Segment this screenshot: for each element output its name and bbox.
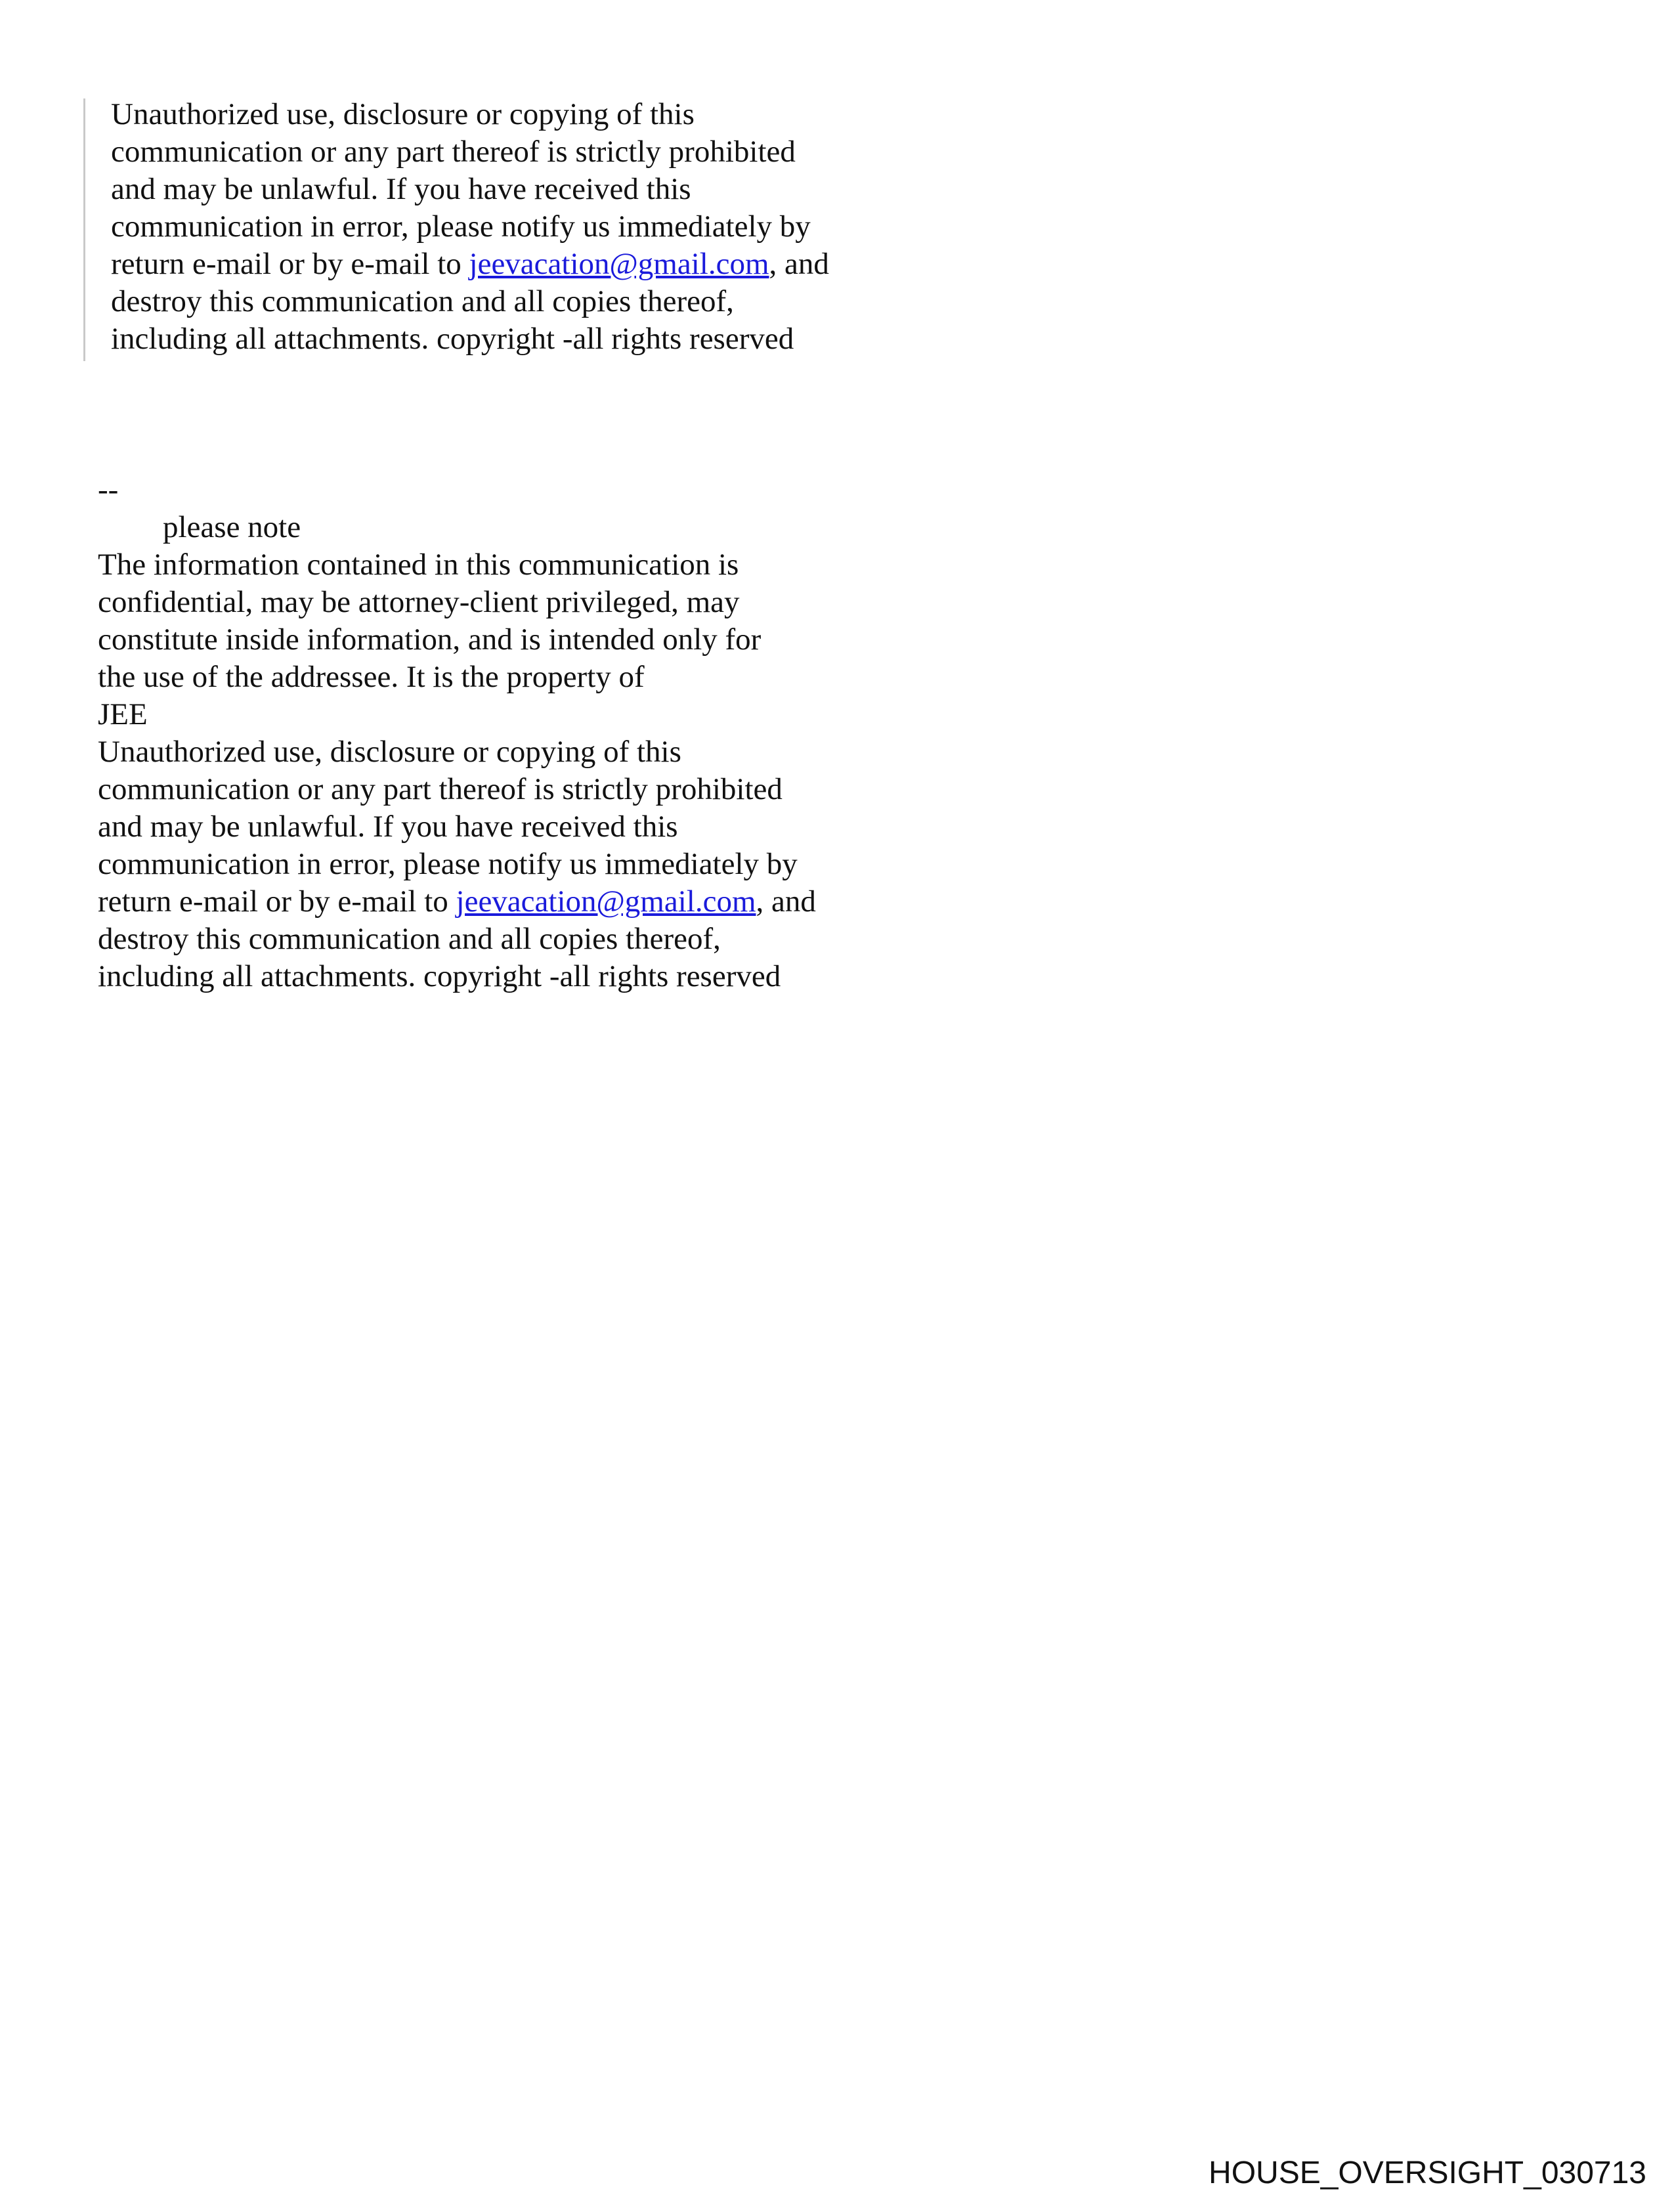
quoted-line-7: including all attachments. copyright -all rights reserved: [111, 322, 794, 356]
quote-bar: [83, 98, 85, 361]
signature-email-link[interactable]: jeevacation@gmail.com: [456, 884, 756, 919]
quoted-line-5: [111, 246, 829, 283]
signature-note: please note: [163, 510, 301, 544]
signature-email-line: [98, 883, 816, 921]
quoted-line-6: destroy this communication and all copies thereof,: [111, 284, 734, 318]
signature-line-2: confidential, may be attorney-client privileged, may: [98, 585, 740, 619]
signature-line-12: including all attachments. copyright -all rights reserved: [98, 959, 781, 993]
signature-line-8: and may be unlawful. If you have received this: [98, 810, 678, 844]
signature-line-4: the use of the addressee. It is the property of: [98, 660, 645, 694]
quoted-line-5-text: return e-mail or by e-mail to: [111, 247, 469, 281]
signature-line-5: JEE: [98, 697, 148, 731]
quoted-email-link[interactable]: jeevacation@gmail.com: [469, 247, 769, 281]
quoted-line-1: Unauthorized use, disclosure or copying of this: [111, 97, 695, 131]
signature-email-line-text: return e-mail or by e-mail to: [98, 884, 456, 919]
quoted-line-2: communication or any part thereof is strictly prohibited: [111, 135, 796, 169]
signature-line-3: constitute inside information, and is intended only for: [98, 622, 762, 657]
signature-line-6: Unauthorized use, disclosure or copying of this: [98, 735, 681, 769]
bates-number: HOUSE_OVERSIGHT_030713: [1209, 2156, 1646, 2190]
signature-line-11: destroy this communication and all copies thereof,: [98, 922, 721, 956]
signature-email-line-tail: , and: [756, 884, 816, 919]
signature-line-9: communication in error, please notify us immediately by: [98, 847, 798, 881]
signature-separator: --: [98, 473, 119, 507]
signature-line-7: communication or any part thereof is strictly prohibited: [98, 772, 783, 806]
quoted-line-5-tail: , and: [769, 247, 829, 281]
quoted-line-3: and may be unlawful. If you have received this: [111, 172, 691, 206]
quoted-line-4: communication in error, please notify us immediately by: [111, 209, 811, 244]
signature-line-1: The information contained in this communication is: [98, 548, 739, 582]
